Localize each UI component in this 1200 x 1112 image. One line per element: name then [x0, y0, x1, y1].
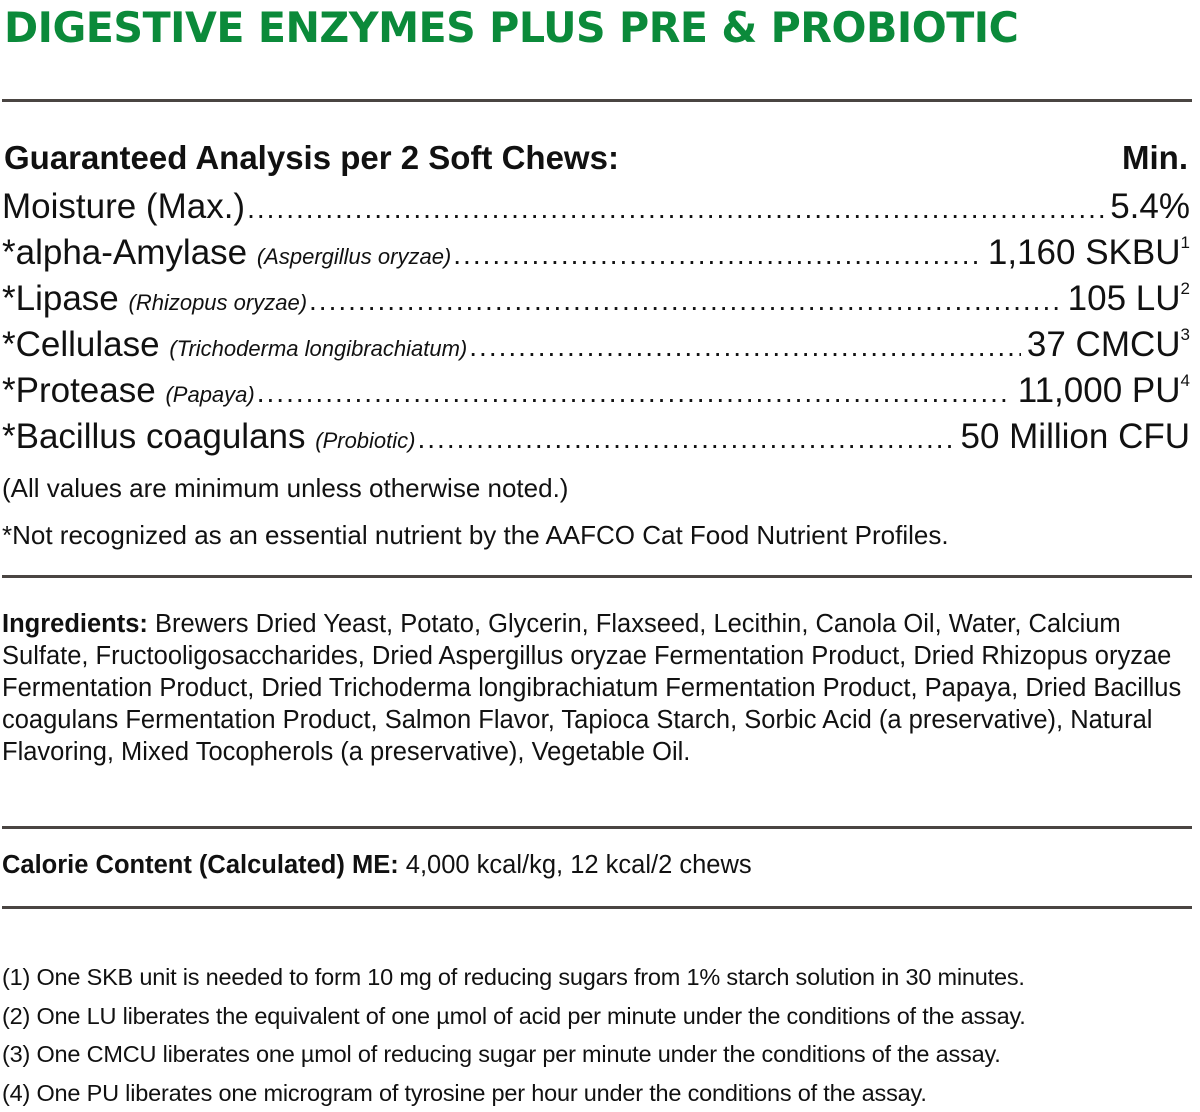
minimum-values-note: (All values are minimum unless otherwise noted.): [2, 472, 568, 504]
analysis-row-amylase: [2, 230, 1190, 276]
nutrient-value: 1,160 SKBU$^1$: [988, 230, 1190, 276]
nutrient-name: Moisture (Max.): [2, 184, 245, 230]
footnote-ref: 2: [1181, 279, 1190, 298]
nutrient-source: (Trichoderma longibrachiatum): [169, 336, 467, 361]
calorie-value: 4,000 kcal/kg, 12 kcal/2 chews: [399, 851, 752, 879]
nutrient-name: *Cellulase (Trichoderma longibrachiatum): [2, 322, 467, 372]
dot-leader: [418, 416, 955, 462]
divider: [2, 99, 1192, 102]
guaranteed-analysis-header: [4, 138, 1188, 178]
nutrient-name: *Protease (Papaya): [2, 368, 255, 418]
footnote-3: (3) One CMCU liberates one µmol of reducing sugar per minute under the conditions of the assay.: [2, 1035, 1200, 1074]
calorie-label: Calorie Content (Calculated) ME:: [2, 851, 399, 879]
divider: [2, 906, 1192, 909]
dot-leader: [469, 324, 1021, 370]
nutrient-value: 50 Million CFU: [961, 414, 1191, 460]
nutrient-value: 5.4%: [1110, 184, 1190, 230]
nutrient-name: *alpha-Amylase (Aspergillus oryzae): [2, 230, 451, 280]
analysis-row-protease: [2, 368, 1190, 414]
footnote-ref: 4: [1181, 371, 1190, 390]
guaranteed-analysis-title: Guaranteed Analysis per 2 Soft Chews:: [4, 138, 619, 178]
footnotes: [2, 958, 1200, 1112]
divider: [2, 575, 1192, 578]
analysis-row-moisture: [2, 184, 1190, 230]
nutrient-name: *Lipase (Rhizopus oryzae): [2, 276, 307, 326]
ingredients-label: Ingredients:: [2, 610, 148, 638]
analysis-row-lipase: [2, 276, 1190, 322]
dot-leader: [309, 278, 1062, 324]
product-title: DIGESTIVE ENZYMES PLUS PRE & PROBIOTIC: [4, 2, 1018, 54]
nutrient-source: (Probiotic): [315, 428, 415, 453]
guaranteed-analysis-table: [2, 184, 1190, 460]
nutrient-name: *Bacillus coagulans (Probiotic): [2, 414, 416, 464]
nutrient-value: 11,000 $PU^4$: [1018, 368, 1190, 414]
analysis-row-cellulase: [2, 322, 1190, 368]
dot-leader: [453, 232, 982, 278]
nutrient-source: (Papaya): [165, 382, 254, 407]
ingredients-section: [2, 608, 1197, 768]
calorie-content: [2, 849, 752, 881]
nutrient-source: (Rhizopus oryzae): [129, 290, 308, 315]
dot-leader: [247, 186, 1104, 232]
min-column-label: Min.: [1122, 138, 1188, 178]
footnote-4: (4) One PU liberates one microgram of tyrosine per hour under the conditions of the assay.: [2, 1074, 1200, 1112]
divider: [2, 826, 1192, 829]
footnote-1: (1) One SKB unit is needed to form 10 mg of reducing sugars from 1% starch solution in 30 minutes.: [2, 958, 1200, 997]
nutrient-source: (Aspergillus oryzae): [257, 244, 451, 269]
footnote-2: (2) One LU liberates the equivalent of one µmol of acid per minute under the conditions of the assay.: [2, 997, 1200, 1036]
ingredients-list: Brewers Dried Yeast, Potato, Glycerin, Flaxseed, Lecithin, Canola Oil, Water, Calcium Sulfate, Fructooligosaccharides, Dried Aspergillus oryzae Fermentation Product, Dried Rhizopus oryzae Fermentation Product, Dried Trichoderma longibrachiatum Fermentation Product, Papaya, Dried Bacillus coagulans Fermentation Product, Salmon Flavor, Tapioca Starch, Sorbic Acid (a preservative), Natural Flavoring, Mixed Tocopherols (a preservative), Vegetable Oil.: [2, 610, 1181, 766]
nutrient-value: 37 CMCU$^3$: [1027, 322, 1190, 368]
aafco-note: *Not recognized as an essential nutrient by the AAFCO Cat Food Nutrient Profiles.: [2, 519, 949, 551]
nutrient-value: 105 $LU^2$: [1068, 276, 1190, 322]
footnote-ref: 3: [1181, 325, 1190, 344]
footnote-ref: 1: [1181, 233, 1190, 252]
analysis-row-bacillus: [2, 414, 1190, 460]
dot-leader: [257, 370, 1012, 416]
